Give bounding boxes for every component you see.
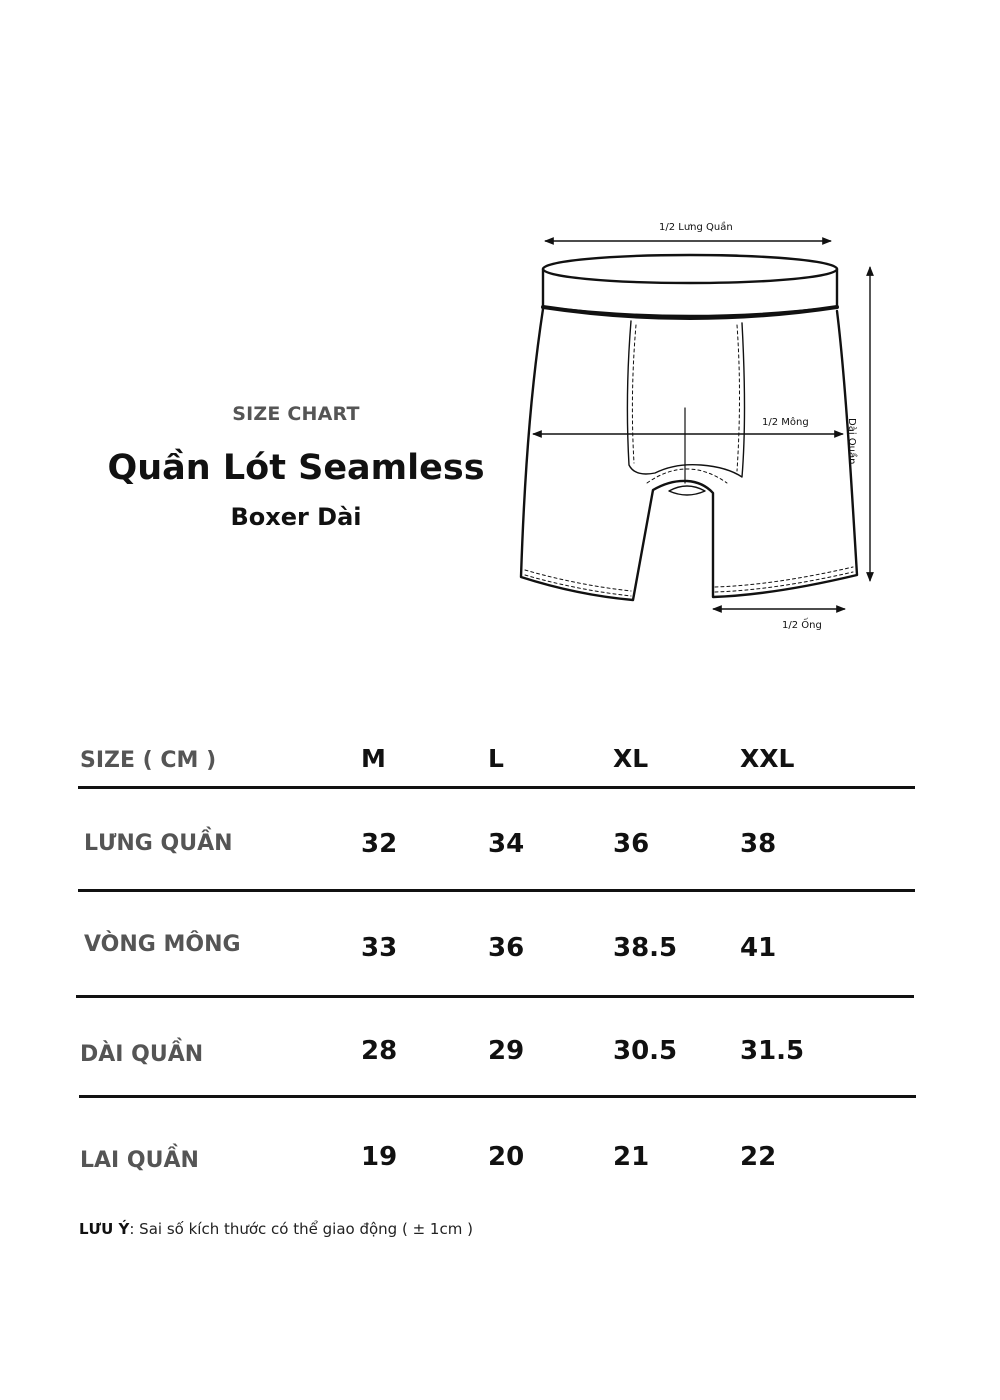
row-label-length: DÀI QUẦN	[80, 1042, 204, 1067]
table-cell: 20	[488, 1142, 525, 1172]
table-cell: 41	[740, 933, 777, 963]
size-col-l: L	[488, 744, 504, 773]
note-label: LƯU Ý	[79, 1220, 130, 1238]
table-cell: 38	[740, 829, 777, 859]
product-subtitle: Boxer Dài	[230, 503, 362, 531]
row-label-waist: LƯNG QUẦN	[84, 831, 233, 856]
row-label-hem: LAI QUẦN	[80, 1148, 199, 1173]
table-cell: 36	[488, 933, 525, 963]
table-cell: 21	[613, 1142, 650, 1172]
hip-measure-label: 1/2 Mông	[762, 417, 809, 428]
measurement-diagram	[505, 215, 905, 645]
table-cell: 33	[361, 933, 398, 963]
size-col-m: M	[361, 744, 386, 773]
table-cell: 31.5	[740, 1036, 805, 1066]
table-cell: 28	[361, 1036, 398, 1066]
size-chart-overline: SIZE CHART	[232, 403, 360, 425]
table-cell: 30.5	[613, 1036, 678, 1066]
table-divider	[79, 1095, 916, 1098]
size-col-xxl: XXL	[740, 744, 795, 773]
table-cell: 34	[488, 829, 525, 859]
table-header-label: SIZE ( CM )	[80, 748, 217, 773]
waist-measure-label: 1/2 Lưng Quần	[659, 222, 733, 233]
table-cell: 19	[361, 1142, 398, 1172]
table-cell: 36	[613, 829, 650, 859]
table-divider	[78, 786, 915, 789]
row-label-hip: VÒNG MÔNG	[84, 932, 241, 957]
leg-measure-label: 1/2 Ống	[782, 620, 822, 631]
table-cell: 29	[488, 1036, 525, 1066]
length-measure-label: Dài Quần	[846, 418, 857, 465]
note-text: : Sai số kích thước có thể giao động ( ± 1cm )	[129, 1220, 473, 1238]
table-cell: 38.5	[613, 933, 678, 963]
boxer-brief-outline-icon	[505, 215, 905, 645]
product-title: Quần Lót Seamless	[107, 448, 485, 488]
tolerance-note	[79, 1220, 473, 1238]
table-cell: 32	[361, 829, 398, 859]
table-divider	[76, 995, 914, 998]
table-divider	[78, 889, 915, 892]
table-cell: 22	[740, 1142, 777, 1172]
size-col-xl: XL	[613, 744, 649, 773]
